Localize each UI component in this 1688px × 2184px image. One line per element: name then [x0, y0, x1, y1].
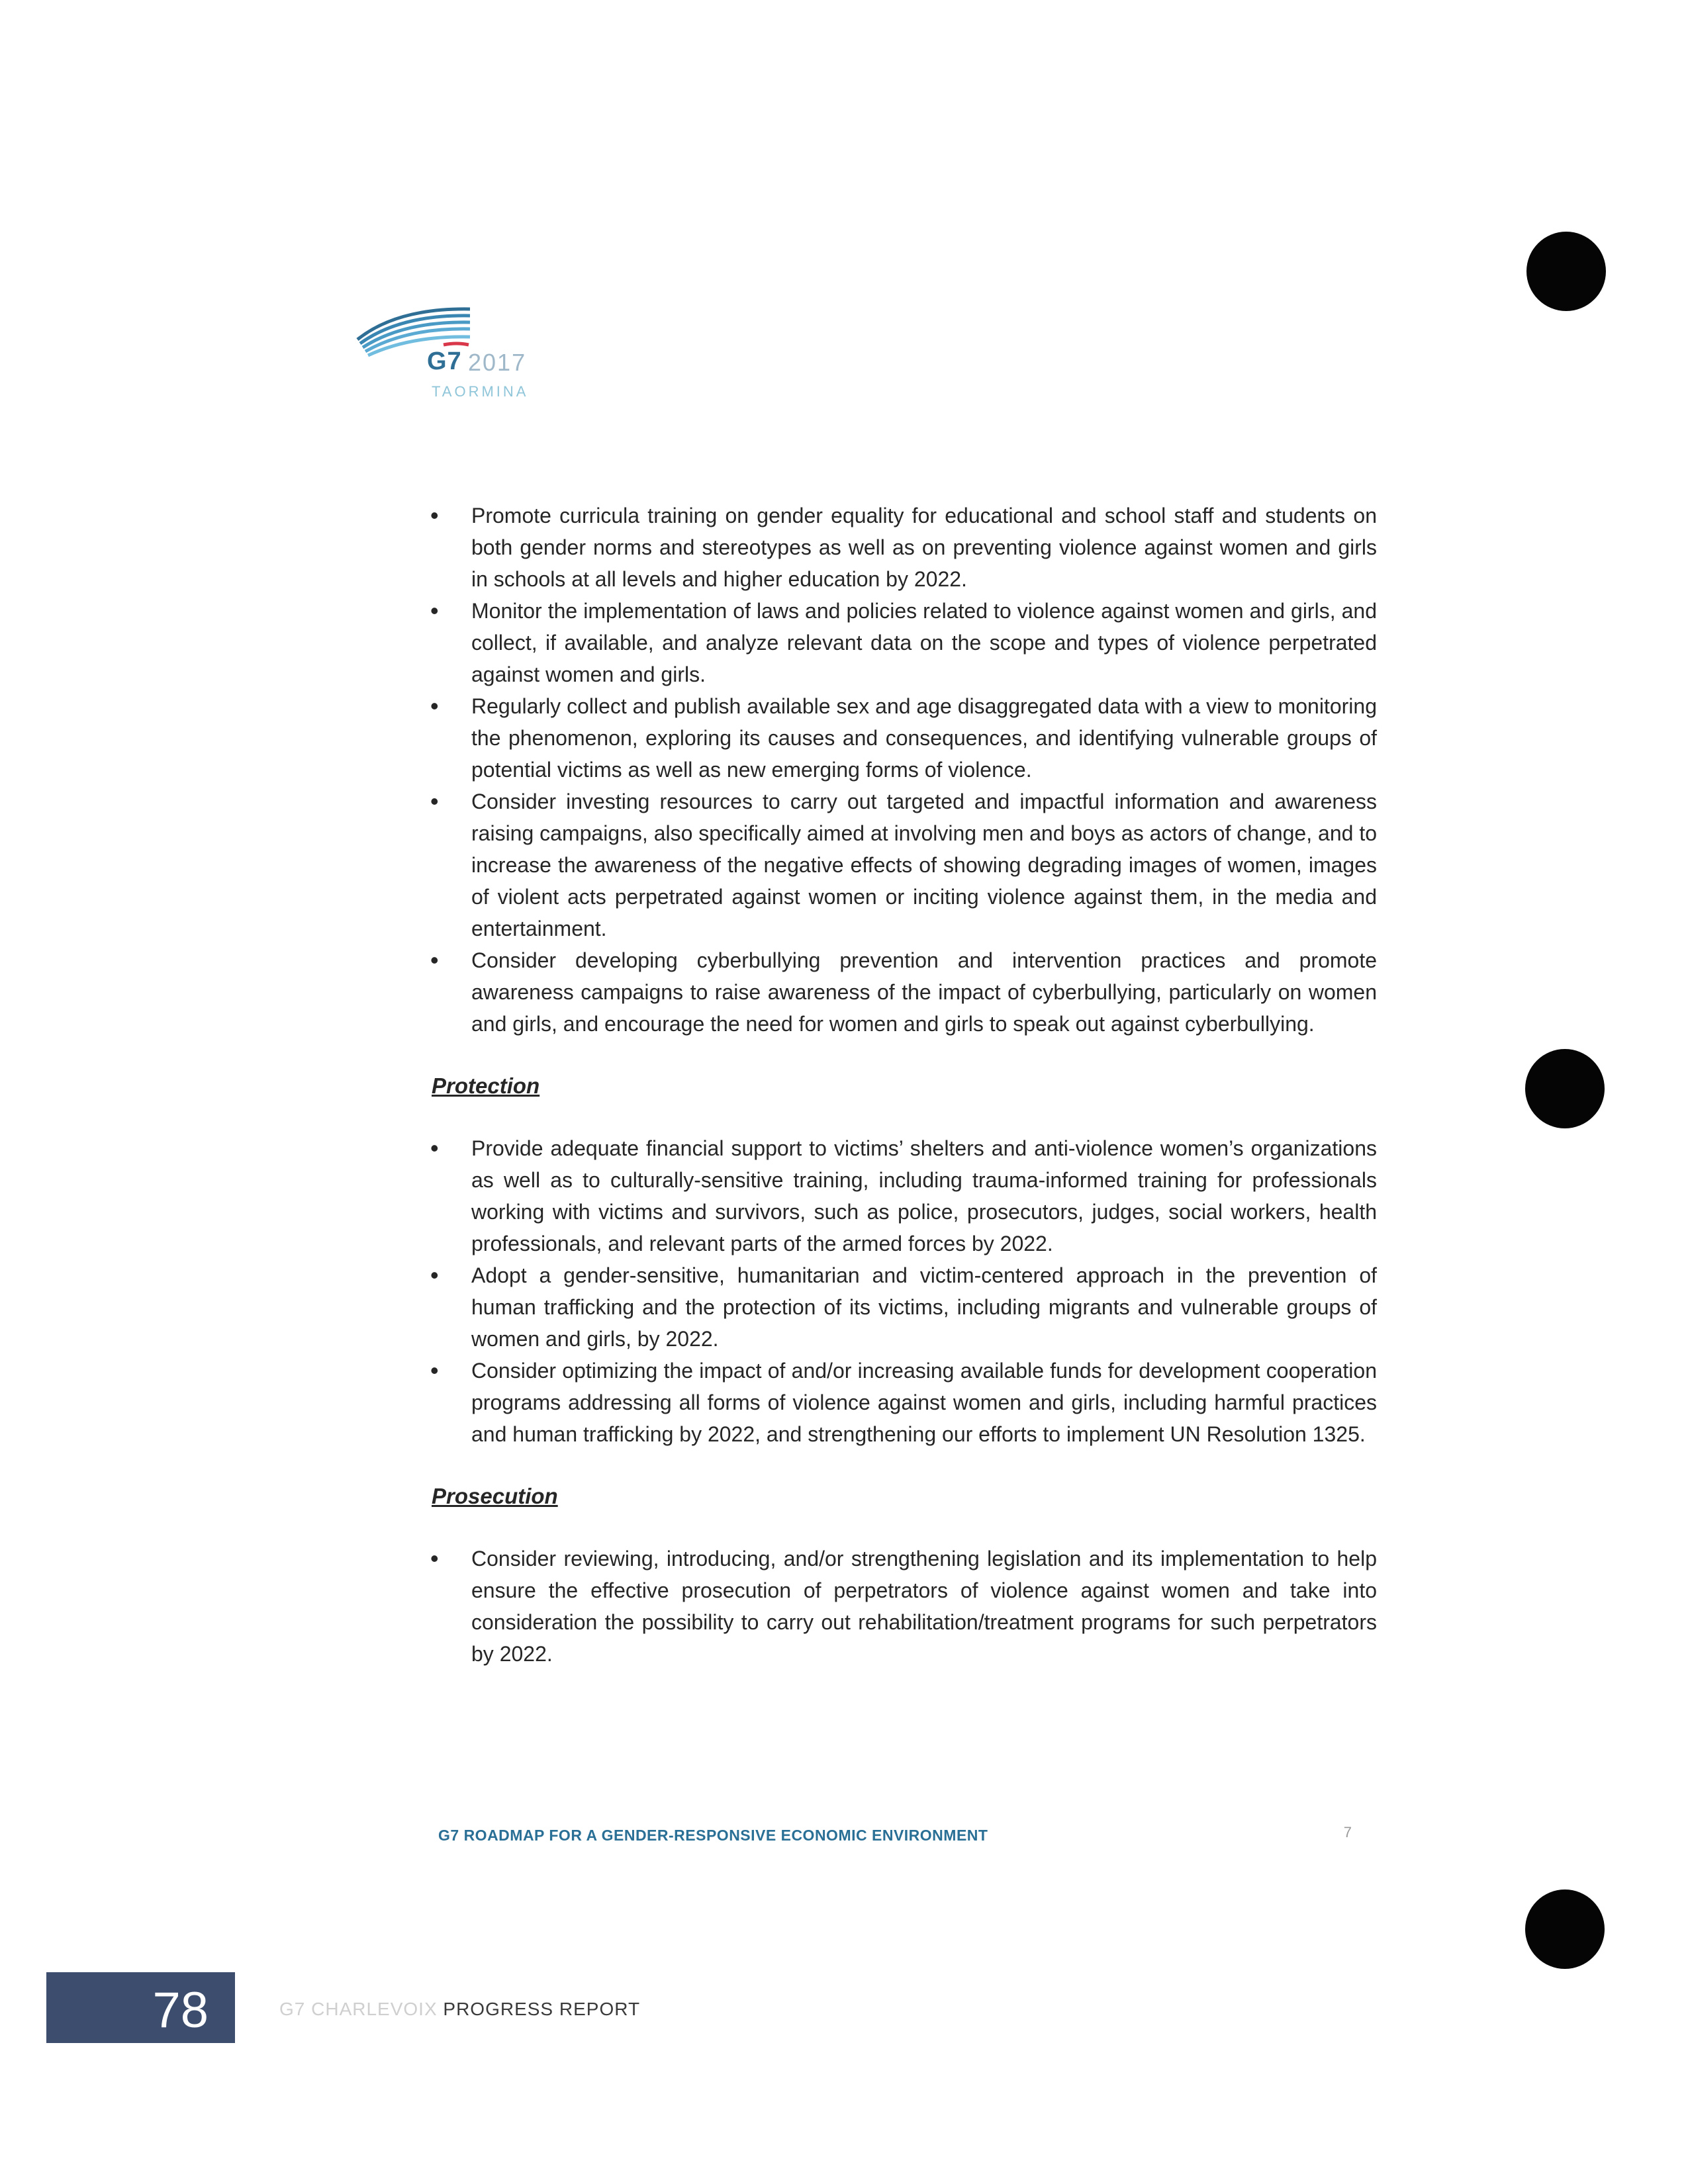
g7-logo: [351, 301, 549, 417]
punch-hole: [1526, 232, 1606, 311]
list-item: • Monitor the implementation of laws and policies related to violence against women and girls, and collect, if available, and analyze relevant data on the scope and types of violence perpetrated against women and girls.: [430, 595, 1377, 690]
protection-bullet-list: [430, 1132, 1377, 1450]
prosecution-heading: Prosecution: [432, 1484, 558, 1508]
list-item: • Adopt a gender-sensitive, humanitarian and victim-centered approach in the prevention of human trafficking and the protection of its victims, including migrants and vulnerable groups of women and girls, by 2022.: [430, 1259, 1377, 1355]
report-title-main: PROGRESS REPORT: [443, 1999, 641, 2019]
document-page-number: 7: [1343, 1824, 1352, 1841]
prosecution-bullet-list: [430, 1543, 1377, 1670]
punch-hole: [1525, 1049, 1605, 1128]
logo-city-text: TAORMINA: [432, 383, 529, 400]
list-item: • Consider optimizing the impact of and/or increasing available funds for development cooperation programs addressing all forms of violence against women and girls, including harmful practices and human trafficking by 2022, and strengthening our efforts to implement UN Resolution 1325.: [430, 1355, 1377, 1450]
page-number: 78: [152, 1982, 209, 2038]
list-item: • Consider investing resources to carry out targeted and impactful information and awareness raising campaigns, also specifically aimed at involving men and boys as actors of change, and to increase the awareness of the negative effects of showing degrading images of women, images of violent acts perpetrated against women or inciting violence against them, in the media and entertainment.: [430, 786, 1377, 944]
document-footer-title: G7 ROADMAP FOR A GENDER-RESPONSIVE ECONOMIC ENVIRONMENT: [438, 1827, 988, 1844]
list-item: • Consider developing cyberbullying prevention and intervention practices and promote awareness campaigns to raise awareness of the impact of cyberbullying, particularly on women and girls, and encourage the need for women and girls to speak out against cyberbullying.: [430, 944, 1377, 1040]
punch-hole: [1525, 1889, 1605, 1969]
document-body: [430, 500, 1377, 1670]
protection-heading: Protection: [432, 1073, 540, 1098]
list-item: • Consider reviewing, introducing, and/or strengthening legislation and its implementation to help ensure the effective prosecution of perpetrators of violence against women and take into consideration the possibility to carry out rehabilitation/treatment programs for such perpetrators by 2022.: [430, 1543, 1377, 1670]
report-title-faded: G7 CHARLEVOIX: [279, 1999, 444, 2019]
logo-year-text: 2017: [468, 349, 527, 376]
intro-bullet-list: [430, 500, 1377, 1040]
list-item: • Provide adequate financial support to victims’ shelters and anti-violence women’s organizations as well as to culturally-sensitive training, including trauma-informed training for professionals working with victims and survivors, such as police, prosecutors, judges, social workers, health professionals, and relevant parts of the armed forces by 2022.: [430, 1132, 1377, 1259]
list-item: • Regularly collect and publish available sex and age disaggregated data with a view to monitoring the phenomenon, exploring its causes and consequences, and identifying vulnerable groups of potential victims as well as new emerging forms of violence.: [430, 690, 1377, 786]
list-item: • Promote curricula training on gender equality for educational and school staff and students on both gender norms and stereotypes as well as on preventing violence against women and girls in schools at all levels and higher education by 2022.: [430, 500, 1377, 595]
logo-g7-text: G7: [427, 347, 462, 375]
report-title: [279, 1999, 640, 2020]
document-footer: [438, 1824, 1352, 1853]
page-number-badge: [46, 1972, 235, 2043]
g7-arcs-icon: [351, 301, 483, 361]
